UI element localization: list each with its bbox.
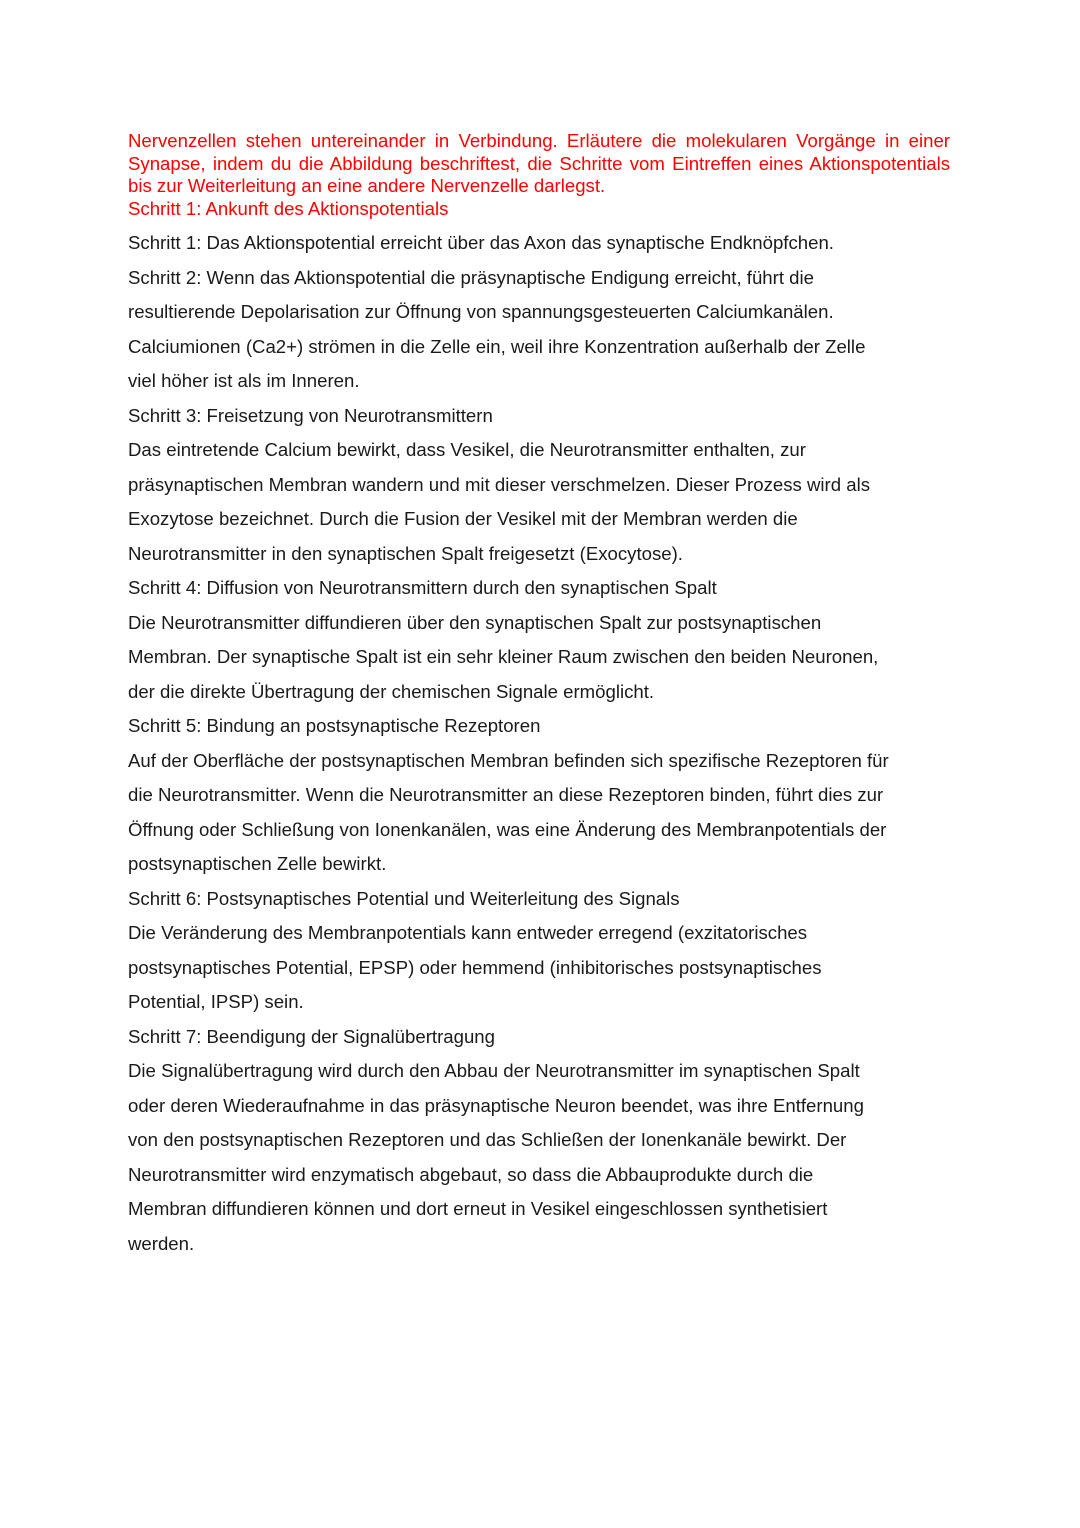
body-line: präsynaptischen Membran wandern und mit dieser verschmelzen. Dieser Prozess wird als [128,473,870,495]
body-line: postsynaptisches Potential, EPSP) oder hemmend (inhibitorisches postsynaptisches [128,956,822,978]
task-paragraph: Nervenzellen stehen untereinander in Verbindung. Erläutere die molekularen Vorgänge in einer Synapse, indem du die Abbildung beschriftest, die Schritte vom Eintreffen eines Aktionspotentials bis zur Weiterleitung an eine andere Nervenzelle darlegst. [128,130,950,196]
body-line: werden. [128,1232,195,1254]
body-line: Schritt 6: Postsynaptisches Potential und Weiterleitung des Signals [128,887,680,909]
body-line: Schritt 2: Wenn das Aktionspotential die präsynaptische Endigung erreicht, führt die [128,266,814,288]
body-line: von den postsynaptischen Rezeptoren und das Schließen der Ionenkanäle bewirkt. Der [128,1129,847,1150]
body-line: Die Veränderung des Membranpotentials kann entweder erregend (exzitatorisches [128,922,808,943]
body-line: oder deren Wiederaufnahme in das präsynaptische Neuron beendet, was ihre Entfernung [128,1094,864,1116]
body-line: Schritt 5: Bindung an postsynaptische Rezeptoren [128,715,541,736]
document-page [128,130,950,1261]
body-line: Schritt 4: Diffusion von Neurotransmittern durch den synaptischen Spalt [128,577,717,598]
body-line: Neurotransmitter in den synaptischen Spalt freigesetzt (Exocytose). [128,542,683,564]
body-line: resultierende Depolarisation zur Öffnung von spannungsgesteuerten Calciumkanälen. [128,301,834,322]
body-line: Öffnung oder Schließung von Ionenkanälen, was eine Änderung des Membranpotentials der [128,818,887,840]
body-line: Calciumionen (Ca2+) strömen in die Zelle ein, weil ihre Konzentration außerhalb der Zelle [128,335,866,357]
body-line: Die Signalübertragung wird durch den Abbau der Neurotransmitter im synaptischen Spalt [128,1060,860,1081]
body-line: Potential, IPSP) sein. [128,991,304,1012]
body-line: Exozytose bezeichnet. Durch die Fusion der Vesikel mit der Membran werden die [128,508,798,529]
body-line: Membran diffundieren können und dort erneut in Vesikel eingeschlossen synthetisiert [128,1198,828,1219]
body-line: Schritt 7: Beendigung der Signalübertragung [128,1025,495,1047]
task-heading: Schritt 1: Ankunft des Aktionspotentials [128,197,449,219]
body-line: Schritt 1: Das Aktionspotential erreicht über das Axon das synaptische Endknöpfchen. [128,232,834,253]
body-line: Das eintretende Calcium bewirkt, dass Vesikel, die Neurotransmitter enthalten, zur [128,439,806,460]
body-line: Die Neurotransmitter diffundieren über den synaptischen Spalt zur postsynaptischen [128,611,822,633]
body-line: postsynaptischen Zelle bewirkt. [128,853,387,874]
body-line: Auf der Oberfläche der postsynaptischen Membran befinden sich spezifische Rezeptoren für [128,749,889,771]
body-line: die Neurotransmitter. Wenn die Neurotransmitter an diese Rezeptoren binden, führt dies zur [128,784,884,805]
body-line: Membran. Der synaptische Spalt ist ein sehr kleiner Raum zwischen den beiden Neuronen, [128,646,879,667]
body-line: der die direkte Übertragung der chemischen Signale ermöglicht. [128,680,655,702]
body-line: Neurotransmitter wird enzymatisch abgebaut, so dass die Abbauprodukte durch die [128,1163,814,1185]
answer-body [128,226,950,1261]
body-line: Schritt 3: Freisetzung von Neurotransmittern [128,404,493,426]
body-line: viel höher ist als im Inneren. [128,370,360,391]
